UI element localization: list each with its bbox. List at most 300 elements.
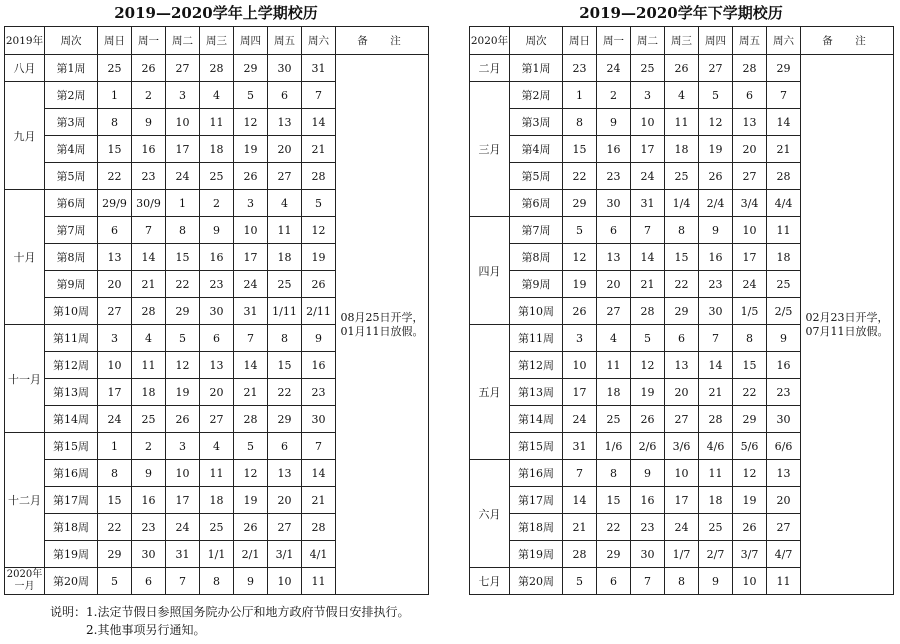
day-cell: 16 xyxy=(597,136,631,163)
day-cell: 1/4 xyxy=(665,190,699,217)
month-cell: 四月 xyxy=(470,217,510,325)
day-cell: 30 xyxy=(268,55,302,82)
day-cell: 18 xyxy=(699,487,733,514)
day-cell: 1/5 xyxy=(733,298,767,325)
day-cell: 25 xyxy=(631,55,665,82)
day-cell: 8 xyxy=(98,109,132,136)
calendar-table xyxy=(4,26,429,595)
week-cell: 第7周 xyxy=(45,217,98,244)
day-cell: 18 xyxy=(597,379,631,406)
day-cell: 26 xyxy=(234,163,268,190)
week-cell: 第17周 xyxy=(45,487,98,514)
day-cell: 19 xyxy=(166,379,200,406)
day-cell: 27 xyxy=(665,406,699,433)
header-cell: 周三 xyxy=(665,27,699,55)
day-cell: 27 xyxy=(767,514,801,541)
header-cell: 周六 xyxy=(767,27,801,55)
day-cell: 13 xyxy=(268,460,302,487)
day-cell: 19 xyxy=(234,136,268,163)
day-cell: 6 xyxy=(665,325,699,352)
day-cell: 21 xyxy=(699,379,733,406)
day-cell: 25 xyxy=(132,406,166,433)
month-cell: 九月 xyxy=(5,82,45,190)
note-line: 01月11日放假。 xyxy=(340,324,424,338)
month-cell: 六月 xyxy=(470,460,510,568)
week-cell: 第6周 xyxy=(510,190,563,217)
day-cell: 23 xyxy=(597,163,631,190)
day-cell: 19 xyxy=(733,487,767,514)
day-cell: 28 xyxy=(132,298,166,325)
table-row xyxy=(470,55,894,82)
day-cell: 20 xyxy=(767,487,801,514)
week-cell: 第10周 xyxy=(510,298,563,325)
calendar-title: 2019—2020学年上学期校历 xyxy=(114,4,318,22)
table-row xyxy=(5,55,429,82)
day-cell: 7 xyxy=(631,217,665,244)
day-cell: 9 xyxy=(631,460,665,487)
day-cell: 22 xyxy=(563,163,597,190)
day-cell: 23 xyxy=(631,514,665,541)
first-semester-calendar xyxy=(4,0,429,595)
day-cell: 12 xyxy=(302,217,336,244)
day-cell: 2 xyxy=(132,82,166,109)
week-cell: 第16周 xyxy=(510,460,563,487)
day-cell: 13 xyxy=(200,352,234,379)
day-cell: 15 xyxy=(733,352,767,379)
day-cell: 28 xyxy=(733,55,767,82)
day-cell: 24 xyxy=(98,406,132,433)
notes-cell xyxy=(336,55,429,595)
day-cell: 7 xyxy=(166,568,200,595)
header-cell: 周日 xyxy=(563,27,597,55)
day-cell: 25 xyxy=(98,55,132,82)
day-cell: 4 xyxy=(132,325,166,352)
day-cell: 18 xyxy=(200,136,234,163)
day-cell: 20 xyxy=(665,379,699,406)
day-cell: 30 xyxy=(699,298,733,325)
day-cell: 24 xyxy=(733,271,767,298)
day-cell: 8 xyxy=(563,109,597,136)
day-cell: 14 xyxy=(767,109,801,136)
day-cell: 10 xyxy=(268,568,302,595)
day-cell: 10 xyxy=(166,460,200,487)
month-cell: 2020年 一月 xyxy=(5,568,45,595)
week-cell: 第13周 xyxy=(510,379,563,406)
day-cell: 4 xyxy=(665,82,699,109)
day-cell: 13 xyxy=(767,460,801,487)
day-cell: 18 xyxy=(665,136,699,163)
note-line: 02月23日开学， xyxy=(805,310,889,324)
day-cell: 17 xyxy=(631,136,665,163)
day-cell: 9 xyxy=(302,325,336,352)
day-cell: 25 xyxy=(268,271,302,298)
day-cell: 11 xyxy=(268,217,302,244)
month-cell: 三月 xyxy=(470,82,510,217)
day-cell: 20 xyxy=(98,271,132,298)
day-cell: 16 xyxy=(767,352,801,379)
week-cell: 第4周 xyxy=(510,136,563,163)
day-cell: 28 xyxy=(200,55,234,82)
day-cell: 16 xyxy=(132,487,166,514)
day-cell: 13 xyxy=(665,352,699,379)
day-cell: 2/7 xyxy=(699,541,733,568)
day-cell: 30 xyxy=(132,541,166,568)
day-cell: 17 xyxy=(166,136,200,163)
day-cell: 10 xyxy=(631,109,665,136)
day-cell: 23 xyxy=(767,379,801,406)
day-cell: 10 xyxy=(234,217,268,244)
day-cell: 3 xyxy=(234,190,268,217)
second-semester-calendar xyxy=(469,0,894,595)
day-cell: 2/6 xyxy=(631,433,665,460)
day-cell: 18 xyxy=(132,379,166,406)
day-cell: 12 xyxy=(563,244,597,271)
day-cell: 14 xyxy=(302,460,336,487)
day-cell: 24 xyxy=(631,163,665,190)
day-cell: 6/6 xyxy=(767,433,801,460)
day-cell: 5 xyxy=(234,433,268,460)
week-cell: 第20周 xyxy=(45,568,98,595)
day-cell: 9 xyxy=(132,460,166,487)
day-cell: 27 xyxy=(733,163,767,190)
day-cell: 12 xyxy=(631,352,665,379)
day-cell: 29 xyxy=(234,55,268,82)
day-cell: 10 xyxy=(98,352,132,379)
month-cell: 十月 xyxy=(5,190,45,325)
day-cell: 28 xyxy=(767,163,801,190)
day-cell: 28 xyxy=(631,298,665,325)
month-cell: 五月 xyxy=(470,325,510,460)
day-cell: 3 xyxy=(631,82,665,109)
day-cell: 2 xyxy=(200,190,234,217)
week-cell: 第14周 xyxy=(45,406,98,433)
day-cell: 7 xyxy=(767,82,801,109)
day-cell: 16 xyxy=(132,136,166,163)
day-cell: 1 xyxy=(563,82,597,109)
notes-cell xyxy=(801,55,894,595)
month-cell: 八月 xyxy=(5,55,45,82)
header-notes: 备 注 xyxy=(336,27,429,55)
day-cell: 8 xyxy=(98,460,132,487)
day-cell: 5/6 xyxy=(733,433,767,460)
day-cell: 26 xyxy=(665,55,699,82)
header-cell: 周次 xyxy=(510,27,563,55)
month-cell: 十一月 xyxy=(5,325,45,433)
month-cell: 二月 xyxy=(470,55,510,82)
day-cell: 27 xyxy=(268,163,302,190)
day-cell: 6 xyxy=(268,433,302,460)
day-cell: 11 xyxy=(302,568,336,595)
day-cell: 28 xyxy=(302,163,336,190)
day-cell: 11 xyxy=(597,352,631,379)
day-cell: 26 xyxy=(302,271,336,298)
day-cell: 7 xyxy=(563,460,597,487)
day-cell: 6 xyxy=(98,217,132,244)
day-cell: 14 xyxy=(234,352,268,379)
day-cell: 19 xyxy=(563,271,597,298)
day-cell: 11 xyxy=(767,217,801,244)
day-cell: 29 xyxy=(268,406,302,433)
day-cell: 3 xyxy=(166,433,200,460)
day-cell: 3/6 xyxy=(665,433,699,460)
week-cell: 第12周 xyxy=(45,352,98,379)
header-cell: 周三 xyxy=(200,27,234,55)
week-cell: 第1周 xyxy=(510,55,563,82)
day-cell: 3/4 xyxy=(733,190,767,217)
day-cell: 20 xyxy=(597,271,631,298)
note-line: 08月25日开学， xyxy=(340,310,424,324)
week-cell: 第11周 xyxy=(510,325,563,352)
day-cell: 15 xyxy=(563,136,597,163)
week-cell: 第5周 xyxy=(510,163,563,190)
week-cell: 第2周 xyxy=(510,82,563,109)
week-cell: 第15周 xyxy=(45,433,98,460)
day-cell: 6 xyxy=(132,568,166,595)
day-cell: 17 xyxy=(98,379,132,406)
day-cell: 23 xyxy=(563,55,597,82)
day-cell: 15 xyxy=(268,352,302,379)
week-cell: 第20周 xyxy=(510,568,563,595)
day-cell: 9 xyxy=(699,568,733,595)
day-cell: 6 xyxy=(200,325,234,352)
week-cell: 第11周 xyxy=(45,325,98,352)
day-cell: 29 xyxy=(733,406,767,433)
day-cell: 4/6 xyxy=(699,433,733,460)
day-cell: 22 xyxy=(98,514,132,541)
day-cell: 5 xyxy=(631,325,665,352)
day-cell: 5 xyxy=(234,82,268,109)
day-cell: 7 xyxy=(699,325,733,352)
week-cell: 第19周 xyxy=(510,541,563,568)
day-cell: 20 xyxy=(200,379,234,406)
week-cell: 第17周 xyxy=(510,487,563,514)
day-cell: 16 xyxy=(631,487,665,514)
day-cell: 27 xyxy=(98,298,132,325)
header-cell: 周四 xyxy=(699,27,733,55)
day-cell: 8 xyxy=(665,568,699,595)
day-cell: 2/5 xyxy=(767,298,801,325)
footnote-item-2: 2.其他事项另行通知。 xyxy=(86,623,206,637)
day-cell: 22 xyxy=(665,271,699,298)
day-cell: 26 xyxy=(563,298,597,325)
day-cell: 8 xyxy=(268,325,302,352)
day-cell: 19 xyxy=(631,379,665,406)
month-cell: 七月 xyxy=(470,568,510,595)
header-cell: 周日 xyxy=(98,27,132,55)
day-cell: 21 xyxy=(302,487,336,514)
week-cell: 第19周 xyxy=(45,541,98,568)
day-cell: 25 xyxy=(767,271,801,298)
week-cell: 第4周 xyxy=(45,136,98,163)
day-cell: 17 xyxy=(733,244,767,271)
day-cell: 29 xyxy=(665,298,699,325)
day-cell: 1 xyxy=(166,190,200,217)
header-cell: 周二 xyxy=(166,27,200,55)
week-cell: 第3周 xyxy=(45,109,98,136)
day-cell: 23 xyxy=(302,379,336,406)
header-row xyxy=(5,27,429,55)
day-cell: 24 xyxy=(597,55,631,82)
day-cell: 12 xyxy=(234,460,268,487)
day-cell: 5 xyxy=(166,325,200,352)
day-cell: 9 xyxy=(200,217,234,244)
day-cell: 18 xyxy=(268,244,302,271)
day-cell: 10 xyxy=(733,217,767,244)
day-cell: 8 xyxy=(200,568,234,595)
header-cell: 周一 xyxy=(132,27,166,55)
header-cell: 周五 xyxy=(268,27,302,55)
day-cell: 31 xyxy=(166,541,200,568)
day-cell: 12 xyxy=(166,352,200,379)
day-cell: 14 xyxy=(699,352,733,379)
day-cell: 4/1 xyxy=(302,541,336,568)
day-cell: 17 xyxy=(563,379,597,406)
day-cell: 24 xyxy=(234,271,268,298)
day-cell: 19 xyxy=(234,487,268,514)
day-cell: 8 xyxy=(166,217,200,244)
day-cell: 26 xyxy=(631,406,665,433)
day-cell: 31 xyxy=(302,55,336,82)
day-cell: 29 xyxy=(98,541,132,568)
day-cell: 25 xyxy=(200,163,234,190)
day-cell: 20 xyxy=(268,487,302,514)
day-cell: 7 xyxy=(302,82,336,109)
day-cell: 7 xyxy=(132,217,166,244)
day-cell: 16 xyxy=(699,244,733,271)
day-cell: 21 xyxy=(563,514,597,541)
day-cell: 8 xyxy=(665,217,699,244)
day-cell: 25 xyxy=(665,163,699,190)
day-cell: 21 xyxy=(767,136,801,163)
day-cell: 23 xyxy=(699,271,733,298)
header-cell: 周一 xyxy=(597,27,631,55)
day-cell: 29 xyxy=(767,55,801,82)
week-cell: 第2周 xyxy=(45,82,98,109)
day-cell: 29 xyxy=(597,541,631,568)
day-cell: 7 xyxy=(302,433,336,460)
day-cell: 28 xyxy=(302,514,336,541)
day-cell: 24 xyxy=(166,514,200,541)
day-cell: 11 xyxy=(665,109,699,136)
day-cell: 26 xyxy=(132,55,166,82)
day-cell: 26 xyxy=(234,514,268,541)
day-cell: 17 xyxy=(166,487,200,514)
day-cell: 19 xyxy=(302,244,336,271)
day-cell: 29 xyxy=(563,190,597,217)
day-cell: 10 xyxy=(733,568,767,595)
header-cell: 周五 xyxy=(733,27,767,55)
day-cell: 26 xyxy=(699,163,733,190)
day-cell: 22 xyxy=(733,379,767,406)
day-cell: 30 xyxy=(597,190,631,217)
week-cell: 第12周 xyxy=(510,352,563,379)
day-cell: 22 xyxy=(597,514,631,541)
day-cell: 3 xyxy=(98,325,132,352)
day-cell: 21 xyxy=(132,271,166,298)
calendar-table xyxy=(469,26,894,595)
day-cell: 16 xyxy=(200,244,234,271)
day-cell: 16 xyxy=(302,352,336,379)
day-cell: 11 xyxy=(200,460,234,487)
header-cell: 2019年 xyxy=(5,27,45,55)
day-cell: 21 xyxy=(302,136,336,163)
day-cell: 31 xyxy=(234,298,268,325)
header-notes: 备 注 xyxy=(801,27,894,55)
day-cell: 30 xyxy=(631,541,665,568)
day-cell: 14 xyxy=(132,244,166,271)
header-cell: 周六 xyxy=(302,27,336,55)
day-cell: 8 xyxy=(733,325,767,352)
week-cell: 第7周 xyxy=(510,217,563,244)
day-cell: 23 xyxy=(200,271,234,298)
header-cell: 周次 xyxy=(45,27,98,55)
day-cell: 3/1 xyxy=(268,541,302,568)
day-cell: 27 xyxy=(200,406,234,433)
day-cell: 11 xyxy=(132,352,166,379)
day-cell: 7 xyxy=(631,568,665,595)
day-cell: 30 xyxy=(767,406,801,433)
day-cell: 28 xyxy=(699,406,733,433)
week-cell: 第8周 xyxy=(45,244,98,271)
day-cell: 20 xyxy=(268,136,302,163)
day-cell: 31 xyxy=(563,433,597,460)
week-cell: 第18周 xyxy=(45,514,98,541)
day-cell: 1/11 xyxy=(268,298,302,325)
week-cell: 第16周 xyxy=(45,460,98,487)
day-cell: 26 xyxy=(733,514,767,541)
header-cell: 周四 xyxy=(234,27,268,55)
day-cell: 6 xyxy=(268,82,302,109)
day-cell: 5 xyxy=(563,217,597,244)
day-cell: 5 xyxy=(98,568,132,595)
footnote-item-1: 1.法定节假日参照国务院办公厅和地方政府节假日安排执行。 xyxy=(86,605,410,619)
day-cell: 29/9 xyxy=(98,190,132,217)
day-cell: 15 xyxy=(597,487,631,514)
note-line: 07月11日放假。 xyxy=(805,324,889,338)
day-cell: 12 xyxy=(234,109,268,136)
day-cell: 3 xyxy=(563,325,597,352)
day-cell: 14 xyxy=(302,109,336,136)
day-cell: 1 xyxy=(98,433,132,460)
day-cell: 13 xyxy=(268,109,302,136)
week-cell: 第15周 xyxy=(510,433,563,460)
day-cell: 4 xyxy=(200,82,234,109)
week-cell: 第1周 xyxy=(45,55,98,82)
day-cell: 5 xyxy=(302,190,336,217)
day-cell: 3 xyxy=(166,82,200,109)
week-cell: 第8周 xyxy=(510,244,563,271)
day-cell: 12 xyxy=(733,460,767,487)
day-cell: 13 xyxy=(733,109,767,136)
day-cell: 19 xyxy=(699,136,733,163)
day-cell: 21 xyxy=(234,379,268,406)
day-cell: 5 xyxy=(563,568,597,595)
week-cell: 第13周 xyxy=(45,379,98,406)
header-row xyxy=(470,27,894,55)
day-cell: 1/1 xyxy=(200,541,234,568)
day-cell: 25 xyxy=(597,406,631,433)
day-cell: 11 xyxy=(200,109,234,136)
day-cell: 27 xyxy=(166,55,200,82)
day-cell: 31 xyxy=(631,190,665,217)
footnote-line-2 xyxy=(50,621,409,639)
day-cell: 6 xyxy=(733,82,767,109)
week-cell: 第14周 xyxy=(510,406,563,433)
day-cell: 14 xyxy=(631,244,665,271)
day-cell: 4 xyxy=(597,325,631,352)
day-cell: 24 xyxy=(665,514,699,541)
day-cell: 23 xyxy=(132,514,166,541)
